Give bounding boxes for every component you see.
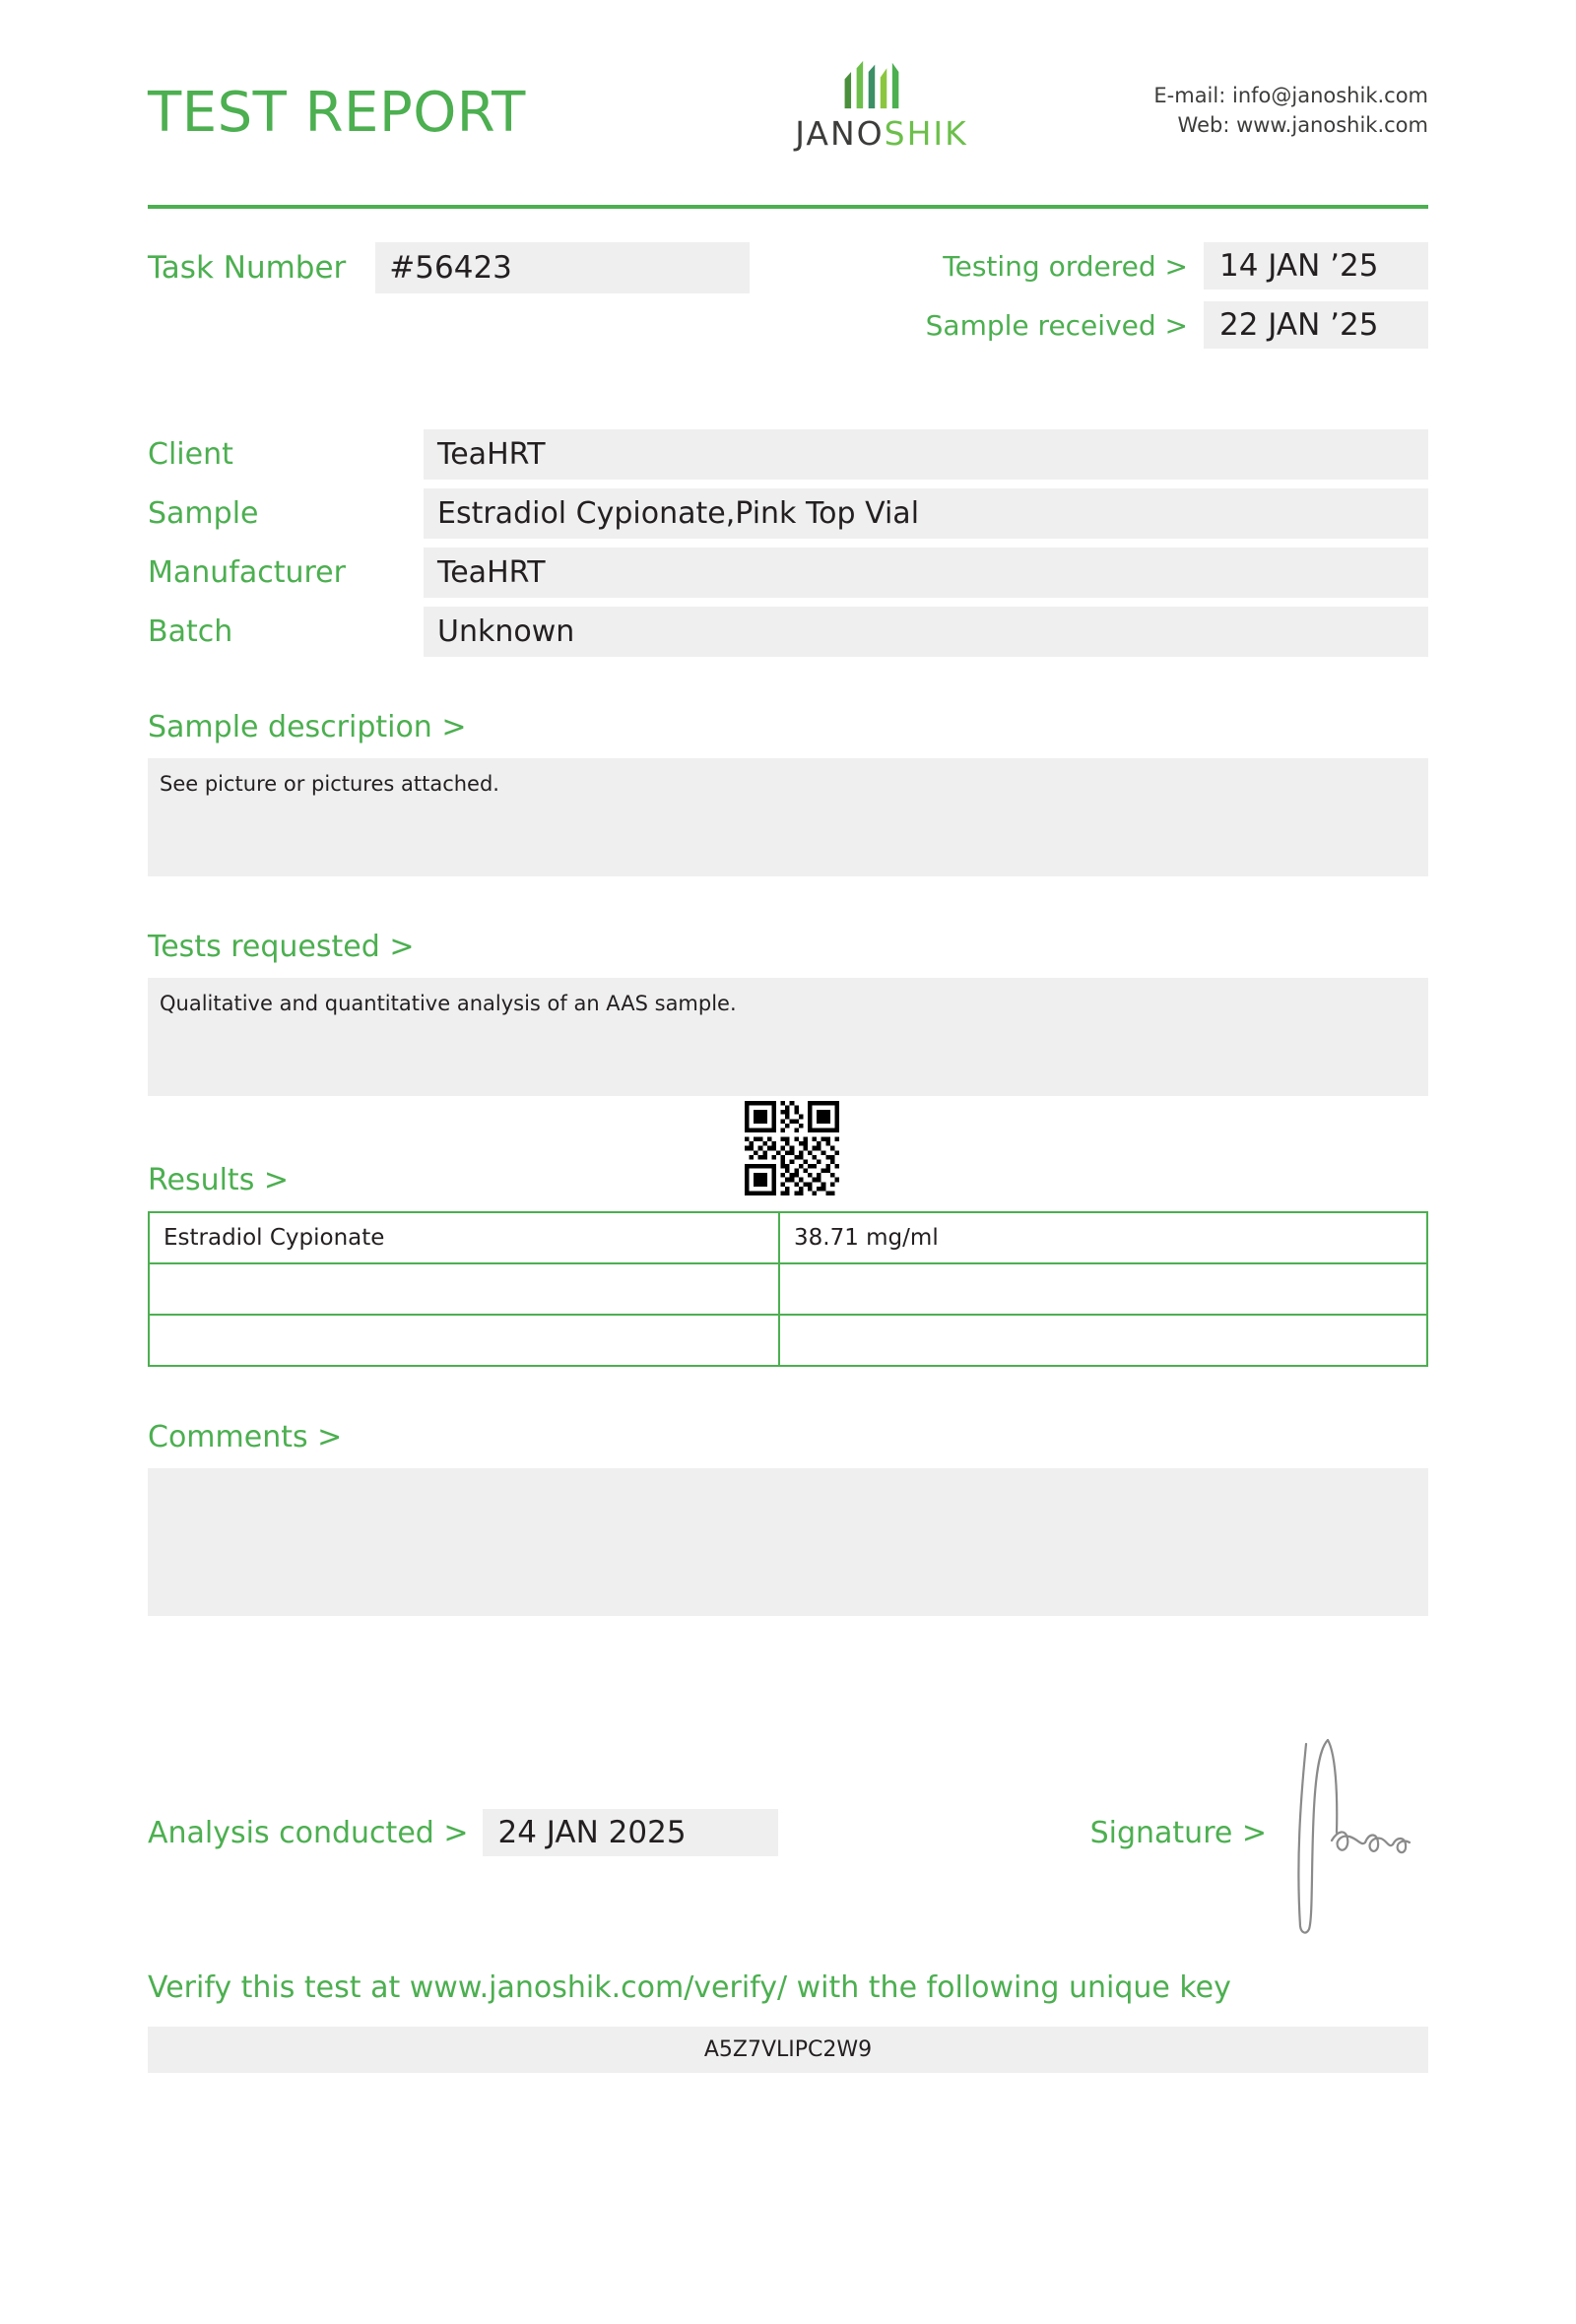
result-name: Estradiol Cypionate [149, 1212, 779, 1263]
analysis-conducted-group [148, 1809, 778, 1856]
qr-code-icon [739, 1101, 845, 1195]
signature-icon [1280, 1714, 1428, 1941]
table-row [149, 1315, 1427, 1366]
contact-info [1153, 81, 1428, 141]
result-name [149, 1263, 779, 1315]
contact-email: E-mail: info@janoshik.com [1153, 83, 1428, 107]
result-value [779, 1315, 1427, 1366]
contact-web: Web: www.janoshik.com [1177, 113, 1428, 137]
result-value [779, 1263, 1427, 1315]
testing-ordered-label: Testing ordered > [943, 249, 1188, 283]
result-value: 38.71 mg/ml [779, 1212, 1427, 1263]
info-key-client: Client [148, 437, 233, 472]
table-row [149, 1263, 1427, 1315]
info-value-client: TeaHRT [424, 429, 1428, 480]
results-title: Results > [148, 1163, 289, 1197]
task-number-label: Task Number [148, 250, 347, 286]
info-value-sample: Estradiol Cypionate,Pink Top Vial [424, 488, 1428, 539]
page-title: TEST REPORT [148, 80, 526, 145]
report-header [148, 0, 1428, 197]
sample-description-title: Sample description > [148, 710, 467, 744]
table-row [149, 1212, 1427, 1263]
testing-ordered-row [943, 242, 1428, 290]
janoshik-logo [758, 59, 1005, 153]
info-row [148, 607, 1428, 657]
sample-info-table [148, 429, 1428, 657]
tests-requested-title: Tests requested > [148, 930, 415, 964]
logo-text-jano: JANO [795, 114, 885, 153]
results-table [148, 1211, 1428, 1367]
results-header [148, 1141, 1428, 1197]
unique-key: A5Z7VLIPC2W9 [148, 2027, 1428, 2073]
info-key-sample: Sample [148, 496, 259, 531]
signature-label: Signature > [1089, 1815, 1267, 1850]
sample-received-value: 22 JAN ’25 [1204, 301, 1428, 349]
info-key-batch: Batch [148, 614, 233, 649]
info-value-batch: Unknown [424, 607, 1428, 657]
testing-ordered-value: 14 JAN ’25 [1204, 242, 1428, 290]
date-group [926, 242, 1428, 349]
header-divider [148, 205, 1428, 209]
info-key-manufacturer: Manufacturer [148, 555, 346, 590]
task-number-value: #56423 [375, 242, 750, 293]
task-row [148, 242, 1428, 349]
mountain-logo-icon [826, 59, 936, 110]
logo-wordmark [758, 114, 1005, 153]
info-row [148, 548, 1428, 598]
analysis-conducted-date: 24 JAN 2025 [483, 1809, 778, 1856]
comments-box [148, 1468, 1428, 1616]
comments-title: Comments > [148, 1420, 343, 1454]
analysis-row [148, 1724, 1428, 1941]
verify-text: Verify this test at www.janoshik.com/verify/ with the following unique key [148, 1970, 1231, 2005]
sample-description-box: See picture or pictures attached. [148, 758, 1428, 876]
sample-received-row [926, 301, 1428, 349]
info-row [148, 429, 1428, 480]
sample-received-label: Sample received > [925, 308, 1188, 342]
logo-text-shik: SHIK [884, 114, 968, 153]
analysis-conducted-label: Analysis conducted > [148, 1815, 469, 1850]
info-value-manufacturer: TeaHRT [424, 548, 1428, 598]
task-number-group [148, 242, 750, 293]
result-name [149, 1315, 779, 1366]
info-row [148, 488, 1428, 539]
signature-group [1090, 1724, 1428, 1941]
tests-requested-box: Qualitative and quantitative analysis of an AAS sample. [148, 978, 1428, 1096]
